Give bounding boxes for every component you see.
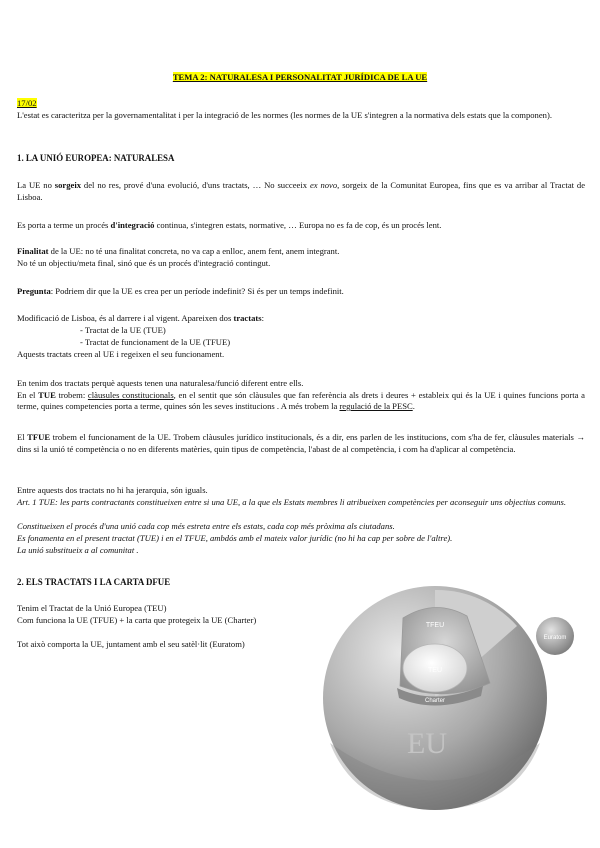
paragraph-purpose: Finalitat de la UE: no té una finalitat concreta, no va cap a enlloc, anem fent, anem integrant. No té un objectiu/meta final, sinó que és un procés d'integració contingut. bbox=[17, 246, 340, 268]
euratom-label: Euratom bbox=[543, 635, 567, 641]
eu-label: EU bbox=[407, 727, 447, 760]
date: 17/02 bbox=[17, 98, 37, 108]
teu-label: TEU bbox=[428, 667, 442, 674]
paragraph-teu: Tenim el Tractat de la Unió Europea (TEU) bbox=[17, 603, 167, 613]
document-title: TEMA 2: NATURALESA I PERSONALITAT JURÍDICA DE LA UE bbox=[172, 72, 428, 82]
charter-label: Charter bbox=[424, 698, 446, 704]
treaties-list bbox=[80, 325, 230, 348]
section-2-heading: 2. ELS TRACTATS I LA CARTA DFUE bbox=[17, 577, 171, 587]
section-1-heading: 1. LA UNIÓ EUROPEA: NATURALESA bbox=[17, 153, 175, 163]
paragraph-no-hierarchy: Entre aquests dos tractats no hi ha jerarquia, són iguals. bbox=[17, 485, 208, 495]
paragraph-closer-union: Constitueixen el procés d'una unió cada cop més estreta entre els estats, cada cop més pròxima als ciutadans. bbox=[17, 521, 395, 531]
tfeu-label: TFEU bbox=[425, 622, 445, 629]
paragraph-substitution: La unió substitueix a al comunitat . bbox=[17, 545, 139, 555]
paragraph-origin: La UE no sorgeix del no res, prové d'una evolució, d'uns tractats, … No succeeix ex novo, sorgeix de la Comunitat Europea, fins que es va arribar al Tractat de Lisboa. bbox=[17, 180, 586, 202]
eu-treaties-diagram bbox=[285, 578, 585, 810]
list-item: - Tractat de la UE (TUE) bbox=[80, 325, 230, 337]
paragraph-integration: Es porta a terme un procés d'integració continua, s'integren estats, normative, … Europa no es fa de cop, és un procés lent. bbox=[17, 220, 442, 230]
paragraph-tfue-charter: Com funciona la UE (TFUE) + la carta que protegeix la UE (Charter) bbox=[17, 615, 257, 625]
intro-paragraph: L'estat es caracteritza per la governamentalitat i per la integració de les normes (les normes de la UE s'integren a la normativa dels estats que la componen). bbox=[17, 110, 552, 120]
list-item: - Tractat de funcionament de la UE (TFUE) bbox=[80, 337, 230, 349]
paragraph-euratom: Tot això comporta la UE, juntament amb el seu satèl·lit (Euratom) bbox=[17, 639, 245, 649]
paragraph-treaties-create: Aquests tractats creen al UE i regeixen el seu funcionament. bbox=[17, 349, 225, 359]
paragraph-art1: Art. 1 TUE: les parts contractants constitueixen entre si una UE, a la que els Estats membres li atribueixen competències per aconseguir uns objectius comuns. bbox=[17, 497, 567, 507]
paragraph-tue: En tenim dos tractats perquè aquests tenen una naturalesa/funció diferent entre ells. En el TUE trobem: clàusules constitucionals, en el sentit que són clàusules que fan referència als drets i deures + estableix qui és la UE i quines funcions porta a terme, quines competencies porta a terme, quines són les seves institucions . A més trobem la regulació de la PESC. bbox=[17, 378, 586, 412]
paragraph-lisbon: Modificació de Lisboa, és al darrere i al vigent. Apareixen dos tractats: bbox=[17, 313, 264, 323]
paragraph-tfue: El TFUE trobem el funcionament de la UE. Trobem clàusules jurídico institucionals, és a dir, ens parlen de les institucions, com s'ha de fer, clàusules materials → dins si la unió té competència o no en diferents matèries, quin tipus de competència, l'abast de al competència, i com ha d'aplicar al competència. bbox=[17, 432, 585, 454]
paragraph-legal-value: Es fonamenta en el present tractat (TUE) i en el TFUE, ambdós amb el mateix valor jurídic (no hi ha cap per sobre de l'altre). bbox=[17, 533, 453, 543]
paragraph-question: Pregunta: Podriem dir que la UE es crea per un període indefinit? Si és per un temps indefinit. bbox=[17, 286, 344, 296]
